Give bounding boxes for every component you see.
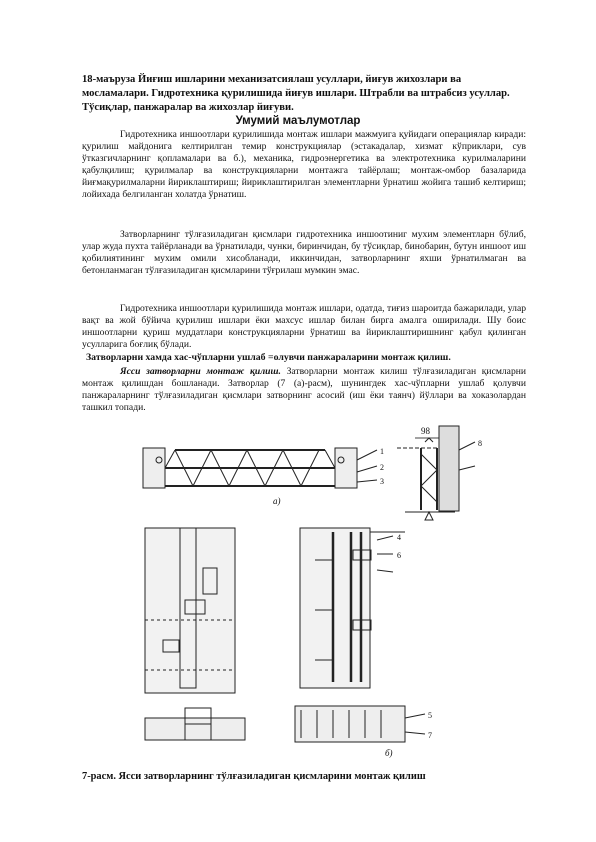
- callout-2: 2: [380, 463, 384, 472]
- plan-right: [295, 706, 425, 742]
- section-subtitle: Умумий маълумотлар: [235, 115, 361, 127]
- figure-caption: 7-расм. Ясси затворларнинг тўлғазиладиган қисмларини монтаж қилиш: [82, 771, 426, 782]
- callout-6: 6: [397, 551, 401, 560]
- label-a: а): [273, 496, 281, 506]
- callout-1: 1: [380, 447, 384, 456]
- section-lead: Ясси затворларни монтаж қилиш.: [120, 366, 281, 377]
- wall-section: [397, 426, 475, 520]
- paragraph-3: Гидротехника иншоотлари қурилишида монтаж ишлари, одатда, тиғиз шароитда бажарилади, улар вақт ва жой бўйича қурилиш ишлари ёки махсус ишлар билан бирга амалга оширилади. Шу боис иншоотларни қуриш муддатлари конструкцияларни ўрнатиш ва йириклаштиришнинг қабул қилинган усулларига боғлиқ бўлади.: [82, 303, 526, 351]
- gate-guide-section: [300, 528, 405, 688]
- plan-left: [145, 708, 245, 740]
- section-title: Затворларни хамда хас-чўпларни ушлаб =олувчи панжараларини монтаж қилиш.: [86, 352, 451, 363]
- water-level-label: 98: [421, 426, 430, 436]
- callout-8: 8: [478, 439, 482, 448]
- gate-slot-elevation: [145, 528, 235, 693]
- callout-7: 7: [428, 731, 432, 740]
- callout-3: 3: [380, 477, 384, 486]
- label-b: б): [385, 748, 393, 758]
- callout-5: 5: [428, 711, 432, 720]
- callout-4: 4: [397, 533, 401, 542]
- section-paragraph: [82, 366, 526, 414]
- technical-figure: [125, 420, 505, 760]
- section-text: Затворларни монтаж килиш тўлғазиладиган қисмларни монтаж қилишдан бошланади. Затворлар (7 (а)-расм), шунингдек хас-чўпларни ушлаб қолувчи панжараларнинг тўлғазиладиган қисмлари затворнинг асосий (иш ёки таянч) йўллари ва хоказолардан ташкил топади.: [82, 366, 527, 414]
- paragraph-2: Затворларнинг тўлғазиладиган қисмлари гидротехника иншоотиниг мухим элементларн бўлиб, улар жуда пухта тайёрланади ва ўрнатилади, чунки, биринчидан, бу тўсиқлар, бинобарин, бутун иншоот иш қобилиятининг мухим омили хисобланади, иккинчидан, затворларнинг яхши ўрнатилмаган ва бетонланмаган тўлғазиладиган қисмларини тўғрилаш мумкин эмас.: [82, 229, 526, 277]
- truss-drawing: [143, 448, 377, 488]
- lecture-heading: 18-маъруза Йиғиш ишларини механизатсиялаш усуллари, йиғув жихозлари ва мосламалари. Гидротехника қурилишида йиғув ишлари. Штрабли ва штрабсиз усуллар. Тўсиқлар, панжаралар ва жихозлар йиғуви.: [82, 74, 510, 114]
- paragraph-1: Гидротехника иншоотлари қурилишида монтаж ишлари мажмуига қуйидаги операциялар киради: қурилиш майдонига келтирилган темир конструкциялар (эстакадалар, хизмат кўприклари, сув ўтказгичларнинг қопламалари ва б.), механика, гидроэнергетика ва электротехника курилмаларини қабулқилиш; қурилмалар ва конструкцияларни монтажга тайёрлаш; монтаж-омбор базаларида йиғмақурилмаларни йириклаштириш; йириклаштирилган элементларни ўрнатиш жойига ташиб келтириш; лойихада белгиланган холатда ўрнатиш.: [82, 129, 526, 201]
